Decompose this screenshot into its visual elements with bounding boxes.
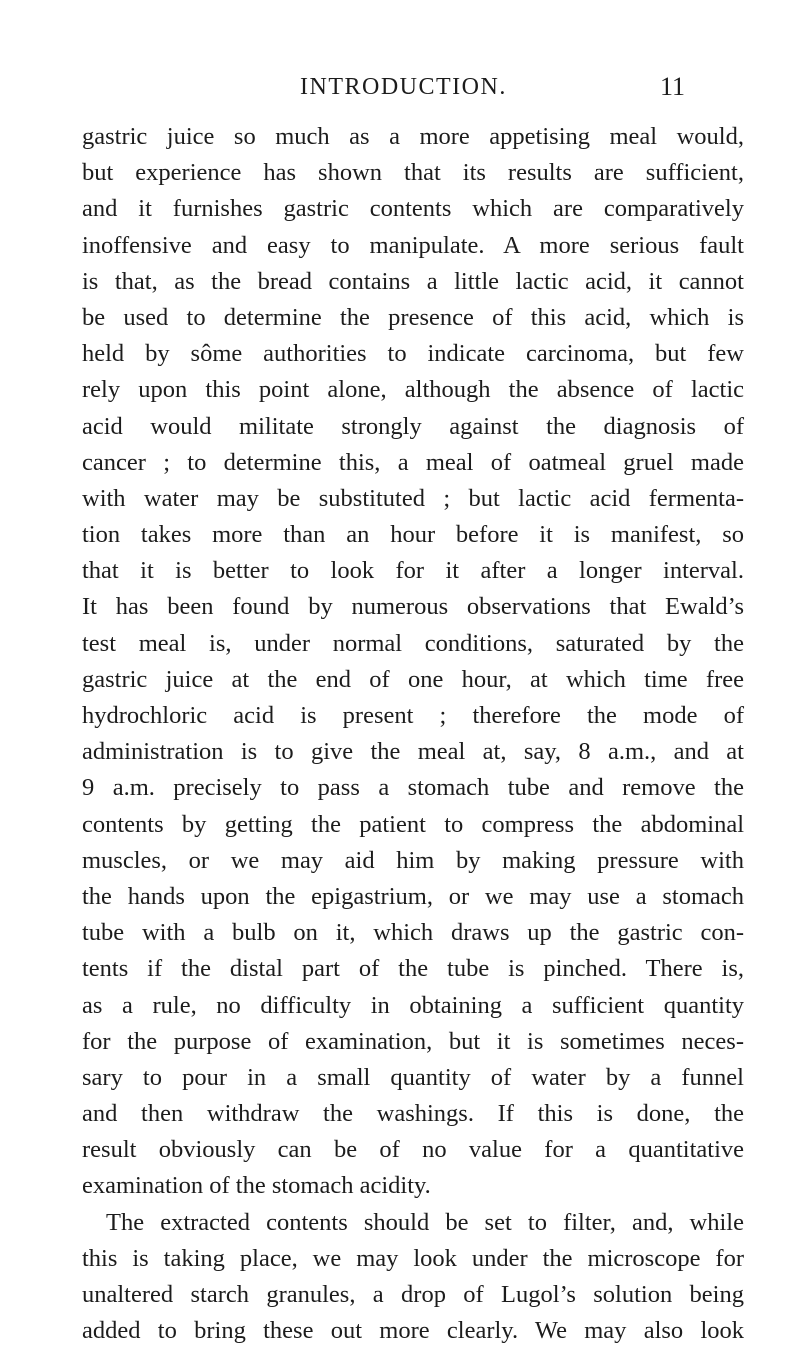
text-line: hydrochloric acid is present ; therefore the mode of [82, 702, 744, 729]
text-line: rely upon this point alone, although the absence of lactic [82, 376, 744, 404]
text-line: added to bring these out more clearly. We may also look [82, 1317, 744, 1345]
text-line: tents if the distal part of the tube is pinched. There is, [82, 955, 744, 983]
text-line: 9 a.m. precisely to pass a stomach tube and remove the [82, 774, 744, 802]
text-line: gastric juice so much as a more appetising meal would, [82, 123, 744, 150]
running-title: INTRODUCTION. [300, 74, 507, 100]
text-line: be used to determine the presence of this acid, which is [82, 303, 744, 331]
text-line: tube with a bulb on it, which draws up the gastric con- [82, 919, 744, 947]
text-line: The extracted contents should be set to filter, and, while [106, 1208, 744, 1236]
text-line: but experience has shown that its results are sufficient, [82, 159, 744, 187]
text-line: gastric juice at the end of one hour, at which time free [82, 665, 744, 693]
text-line: held by sôme authorities to indicate carcinoma, but few [82, 340, 744, 368]
text-line: It has been found by numerous observations that Ewald’s [82, 593, 744, 621]
text-line: contents by getting the patient to compress the abdominal [82, 810, 744, 838]
text-line: unaltered starch granules, a drop of Lugol’s solution being [82, 1281, 744, 1308]
text-line: acid would militate strongly against the diagnosis of [82, 412, 744, 440]
text-line: the hands upon the epigastrium, or we may use a stomach [82, 882, 744, 910]
page-number: 11 [660, 72, 686, 101]
text-line: test meal is, under normal conditions, saturated by the [82, 629, 744, 657]
text-line: administration is to give the meal at, say, 8 a.m., and at [82, 738, 744, 766]
text-line: sary to pour in a small quantity of water by a funnel [82, 1063, 744, 1091]
text-line: result obviously can be of no value for a quantitative [82, 1136, 744, 1164]
running-head [0, 70, 800, 110]
text-line: cancer ; to determine this, a meal of oatmeal gruel made [82, 448, 744, 476]
text-line: tion takes more than an hour before it is manifest, so [82, 521, 744, 549]
text-line: and then withdraw the washings. If this is done, the [82, 1100, 744, 1128]
text-line: that it is better to look for it after a longer interval. [82, 557, 744, 585]
paragraph-1 [82, 119, 744, 1205]
text-line: with water may be substituted ; but lactic acid fermenta- [82, 484, 744, 512]
body-text [82, 119, 744, 1349]
text-line: as a rule, no difficulty in obtaining a sufficient quantity [82, 991, 744, 1019]
text-line: and it furnishes gastric contents which are comparatively [82, 195, 744, 223]
text-line: inoffensive and easy to manipulate. A more serious fault [82, 231, 744, 259]
text-line: muscles, or we may aid him by making pressure with [82, 846, 744, 874]
text-line: this is taking place, we may look under the microscope for [82, 1244, 744, 1272]
text-line: examination of the stomach acidity. [82, 1172, 431, 1200]
text-line: for the purpose of examination, but it is sometimes neces- [82, 1027, 744, 1055]
paragraph-2 [82, 1205, 744, 1349]
text-line: is that, as the bread contains a little lactic acid, it cannot [82, 267, 744, 295]
